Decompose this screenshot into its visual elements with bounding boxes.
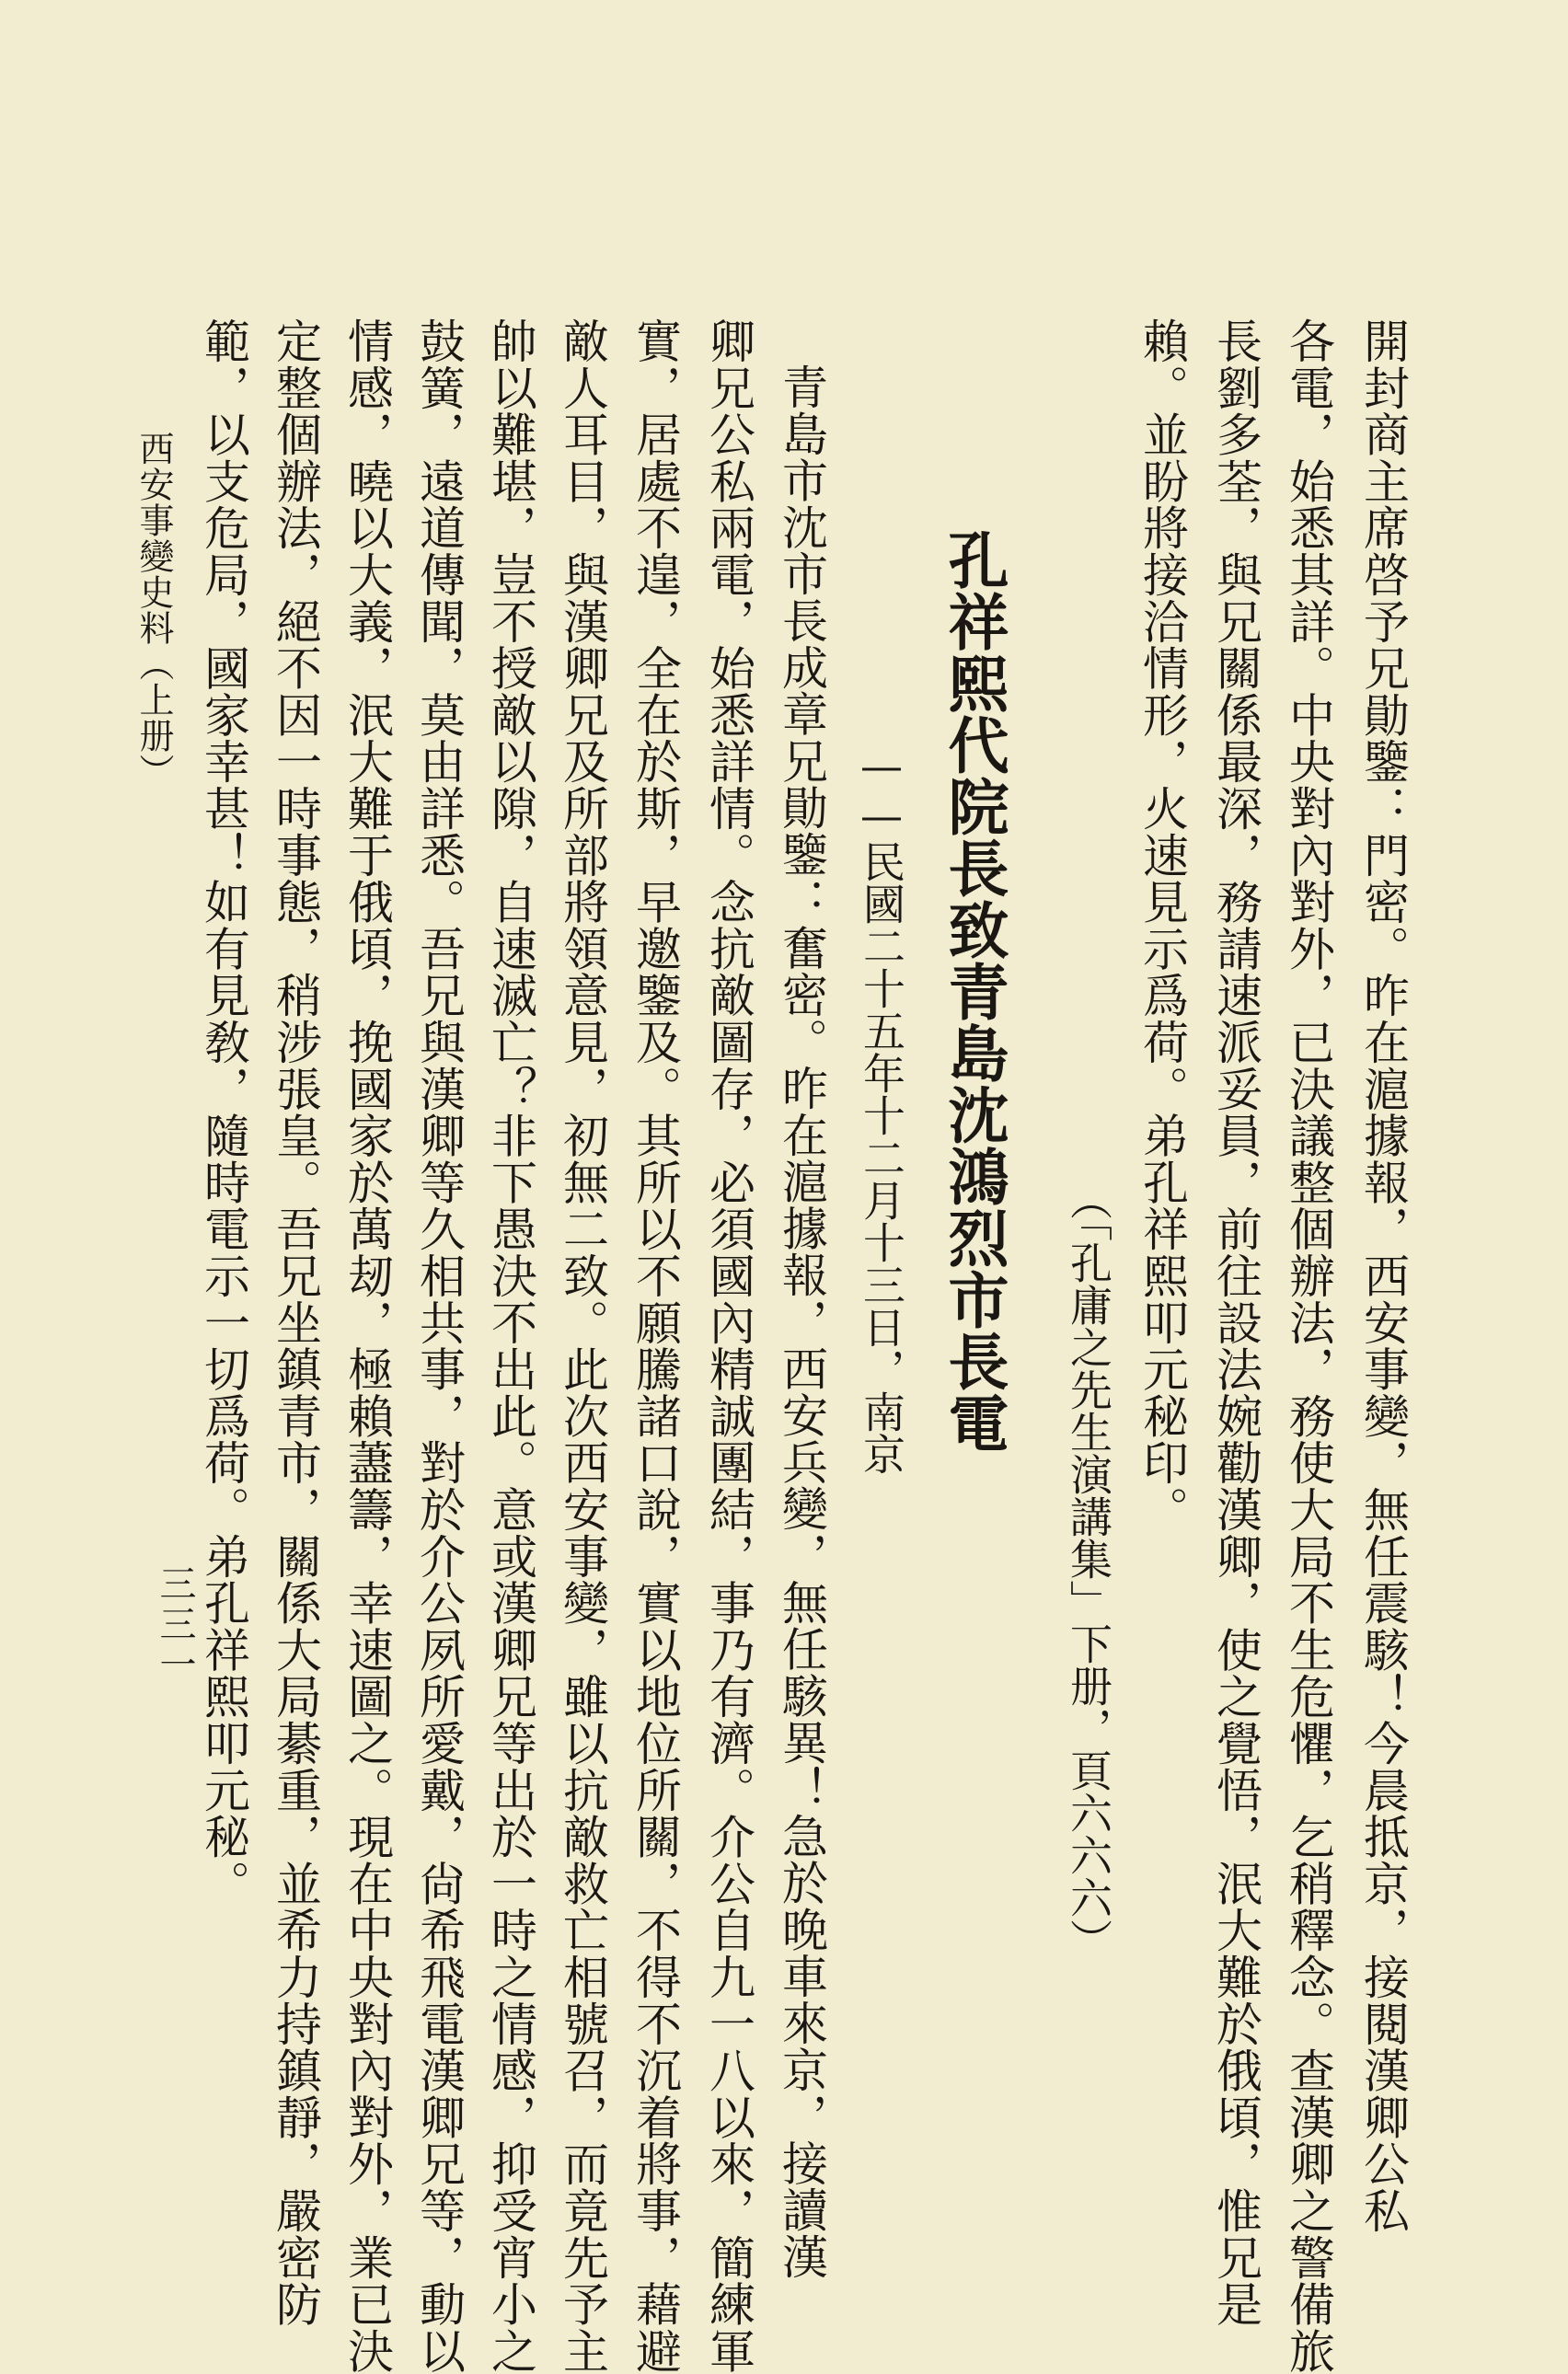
letter2-line-9: 範，以支危局，國家幸甚！如有見敎，隨時電示一切爲荷。弟孔祥熙叩元秘。 xyxy=(197,317,250,1907)
letter2-line-5: 帥以難堪，豈不授敵以隙，自速滅亡？非下愚決不出此。意或漢卿兄等出於一時之情感，抑受宵小之 xyxy=(484,317,537,2374)
running-footer-book-title: 西安事變史料（上册） xyxy=(133,431,174,789)
letter2-line-6: 鼓簧，遠道傳聞，莫由詳悉。吾兄與漢卿等久相共事，對於介公夙所愛戴，尙希飛電漢卿兄等，動以 xyxy=(412,317,466,2374)
letter1-line-3: 長劉多荃，與兄關係最深，務請速派妥員，前往設法婉勸漢卿，使之覺悟，泯大難於俄頃，惟兄是 xyxy=(1209,317,1262,2328)
letter2-line-7: 情感，曉以大義，泯大難于俄頃，挽國家於萬刼，極賴藎籌，幸速圖之。現在中央對內對外，業已決 xyxy=(340,317,394,2374)
letter2-line-3: 實，居處不遑，全在於斯，早邀鑒及。其所以不願騰諸口說，實以地位所關，不得不沉着將事，藉避 xyxy=(628,317,682,2374)
letter1-citation: （「孔庸之先生演講集」下册，頁六六六） xyxy=(1064,1178,1113,1961)
letter1-line-1: 開封商主席啓予兄勛鑒：門密。昨在滬據報，西安事變，無任震駭！今晨抵京，接閱漢卿公私 xyxy=(1356,317,1410,2234)
letter2-title: 孔祥熙代院長致青島沈鴻烈市長電 xyxy=(938,529,1009,1454)
page-number: 三三一 xyxy=(154,1564,196,1686)
letter2-line-2: 卿兄公私兩電，始悉詳情。念抗敵圖存，必須國內精誠團結，事乃有濟。介公自九一八以來，簡練軍 xyxy=(702,317,755,2374)
letter2-line-4: 敵人耳目，與漢卿兄及所部將領意見，初無二致。此次西安事變，雖以抗敵救亡相號召，而竟先予主 xyxy=(556,317,609,2374)
letter2-date: ——民國二十五年十二月十三日，南京 xyxy=(857,741,906,1475)
letter1-line-4: 賴。並盼將接洽情形，火速見示爲荷。弟孔祥熙叩元秘印。 xyxy=(1136,317,1189,1533)
letter1-line-2: 各電，始悉其詳。中央對內對外，已決議整個辦法，務使大局不生危懼，乞稍釋念。查漢卿之警備旅 xyxy=(1282,317,1335,2374)
letter2-line-8: 定整個辦法，絕不因一時事態，稍涉張皇。吾兄坐鎮青市，關係大局綦重，並希力持鎮靜，嚴密防 xyxy=(269,317,322,2328)
letter2-line-1: 青島市沈市長成章兄勛鑒：奮密。昨在滬據報，西安兵變，無任駭異！急於晚車來京，接讀漢 xyxy=(775,363,828,2280)
